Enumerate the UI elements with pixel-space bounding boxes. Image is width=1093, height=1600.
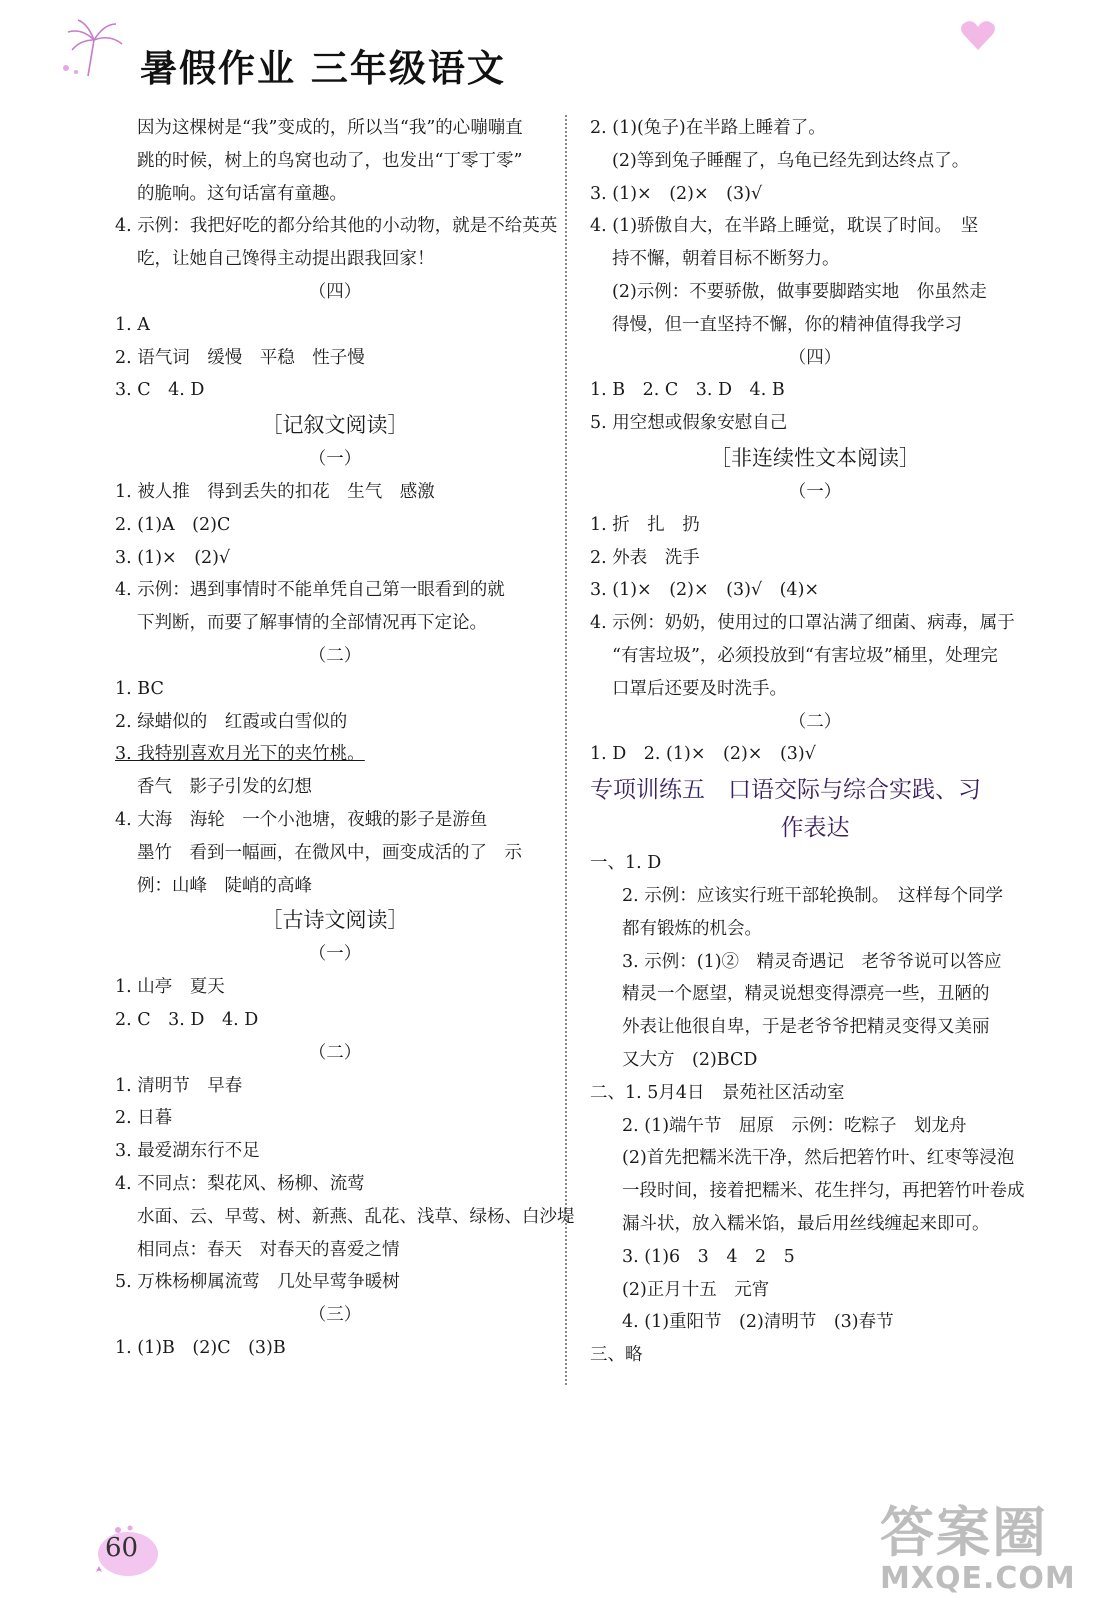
answer-line: 漏斗状，放入糯米馅，最后用丝线缠起来即可。 — [622, 1213, 990, 1234]
answer-line: 2. (1)(兔子)在半路上睡着了。 — [590, 118, 826, 138]
answer-line: (2)等到兔子睡醒了，乌龟已经先到达终点了。 — [612, 150, 970, 171]
answer-line: 4. (1)重阳节 (2)清明节 (3)春节 — [622, 1312, 894, 1333]
watermark-top: 答案圈 — [880, 1501, 1048, 1564]
special-title: 专项训练五 口语交际与综合实践、习 — [590, 777, 981, 804]
answer-line: 2. 外表 洗手 — [590, 547, 700, 568]
answer-line: 吃，让她自己馋得主动提出跟我回家！ — [137, 249, 435, 270]
answer-line: (2)首先把糯米洗干净，然后把箬竹叶、红枣等浸泡 — [622, 1148, 1015, 1169]
answer-line: 又大方 (2)BCD — [622, 1049, 758, 1070]
answer-line: 4. 示例：奶奶，使用过的口罩沾满了细菌、病毒，属于 — [590, 613, 1015, 634]
page-number: 60 — [105, 1533, 139, 1563]
answer-line: 精灵一个愿望，精灵说想变得漂亮一些，丑陋的 — [622, 984, 990, 1005]
answer-line: 1. 被人推 得到丢失的扣花 生气 感激 — [115, 481, 435, 502]
answer-line: 的脆响。这句话富有童趣。 — [137, 183, 347, 204]
answer-line: 3. (1)× (2)× (3)√ — [590, 183, 763, 204]
answer-line: 5. 用空想或假象安慰自己 — [590, 413, 788, 434]
section-heading: ［记叙文阅读］ — [261, 413, 409, 438]
answer-line: 都有锻炼的机会。 — [622, 918, 762, 939]
answer-line: 3. (1)× (2)√ — [115, 547, 231, 568]
sub-heading: （二） — [788, 711, 842, 732]
answer-line: 2. C 3. D 4. D — [115, 1009, 259, 1030]
answer-line: 4. 大海 海轮 一个小池塘，夜蛾的影子是游鱼 — [115, 809, 488, 830]
sub-heading: （一） — [788, 481, 842, 502]
special-title: 作表达 — [780, 815, 850, 842]
answer-line: (2)示例：不要骄傲，做事要脚踏实地 你虽然走 — [612, 281, 987, 302]
answer-line: 4. 示例：遇到事情时不能单凭自己第一眼看到的就 — [115, 580, 505, 601]
answer-line: 4. 示例：我把好吃的都分给其他的小动物，就是不给英英 — [115, 216, 558, 237]
answer-line: 2. 日暮 — [115, 1108, 173, 1129]
page-header — [0, 0, 1093, 100]
answer-line: 持不懈，朝着目标不断努力。 — [612, 249, 840, 270]
answer-line: 三、略 — [590, 1345, 643, 1366]
sub-heading: （四） — [308, 281, 362, 302]
answer-line: 1. A — [115, 314, 150, 335]
answer-line: 相同点：春天 对春天的喜爱之情 — [137, 1239, 400, 1260]
answer-line: 1. BC — [115, 678, 164, 699]
answer-line: 1. D 2. (1)× (2)× (3)√ — [590, 744, 816, 765]
sub-heading: （三） — [308, 1305, 362, 1326]
answer-line: 4. (1)骄傲自大，在半路上睡觉，耽误了时间。 坚 — [590, 216, 979, 237]
answer-line: 1. B 2. C 3. D 4. B — [590, 380, 785, 401]
page-title: 暑假作业 三年级语文 — [140, 47, 506, 90]
sub-heading: （二） — [308, 1042, 362, 1063]
answer-line: 外表让他很自卑，于是老爷爷把精灵变得又美丽 — [622, 1017, 990, 1038]
heart-icon — [958, 18, 998, 53]
answer-line: 5. 万株杨柳属流莺 几处早莺争暖树 — [115, 1272, 400, 1293]
sub-heading: （四） — [788, 347, 842, 368]
sub-heading: （二） — [308, 645, 362, 666]
watermark-bottom: MXQE.COM — [880, 1561, 1076, 1596]
answer-line: 跳的时候，树上的鸟窝也动了，也发出“丁零丁零” — [137, 150, 523, 171]
watermark — [880, 1490, 1076, 1596]
answer-line: 一段时间，接着把糯米、花生拌匀，再把箬竹叶卷成 — [622, 1181, 1025, 1202]
answer-line: 口罩后还要及时洗手。 — [612, 678, 787, 699]
answer-line: 墨竹 看到一幅画，在微风中，画变成活的了 示 — [137, 842, 522, 863]
answer-line: 3. 最爱湖东行不足 — [115, 1141, 260, 1162]
answer-line: 4. 不同点：梨花风、杨柳、流莺 — [115, 1173, 365, 1194]
left-column — [115, 112, 575, 1365]
answer-line: 因为这棵树是“我”变成的，所以当“我”的心嘣嘣直 — [137, 118, 523, 138]
answer-line: 2. 示例：应该实行班干部轮换制。 这样每个同学 — [622, 885, 1004, 906]
right-column — [590, 112, 1040, 1372]
answer-line: 2. (1)A (2)C — [115, 514, 231, 535]
answer-line: 3. (1)6 3 4 2 5 — [622, 1246, 795, 1267]
answer-line: 3. 我特别喜欢月光下的夹竹桃。 — [115, 744, 365, 765]
answer-line: 2. 绿蜡似的 红霞或白雪似的 — [115, 711, 348, 732]
answer-line: 1. 折 扎 扔 — [590, 514, 700, 535]
section-heading: ［非连续性文本阅读］ — [710, 445, 920, 470]
sub-heading: （一） — [308, 944, 362, 965]
answer-line: (2)正月十五 元宵 — [622, 1279, 770, 1300]
answer-line: 2. 语气词 缓慢 平稳 性子慢 — [115, 347, 365, 368]
answer-line: “有害垃圾”，必须投放到“有害垃圾”桶里，处理完 — [612, 645, 998, 666]
column-divider — [565, 115, 567, 1385]
answer-line: 例：山峰 陡峭的高峰 — [137, 875, 312, 896]
answer-line: 1. 清明节 早春 — [115, 1075, 243, 1096]
answer-line: 二、1. 5月4日 景苑社区活动室 — [590, 1082, 845, 1103]
answer-line: 下判断，而要了解事情的全部情况再下定论。 — [137, 613, 487, 634]
sub-heading: （一） — [308, 449, 362, 470]
answer-line: 香气 影子引发的幻想 — [137, 777, 312, 798]
answer-line: 3. 示例：(1)② 精灵奇遇记 老爷爷说可以答应 — [622, 951, 1002, 972]
answer-line: 一、1. D — [590, 853, 662, 874]
palm-tree-icon — [58, 18, 128, 78]
answer-line: 3. C 4. D — [115, 380, 205, 401]
answer-line: 1. (1)B (2)C (3)B — [115, 1337, 286, 1358]
answer-line: 水面、云、早莺、树、新燕、乱花、浅草、绿杨、白沙堤 — [137, 1206, 575, 1227]
section-heading: ［古诗文阅读］ — [261, 908, 409, 933]
answer-line: 1. 山亭 夏天 — [115, 977, 225, 998]
answer-line: 2. (1)端午节 屈原 示例：吃粽子 划龙舟 — [622, 1115, 967, 1136]
answer-line: 得慢，但一直坚持不懈，你的精神值得我学习 — [612, 314, 962, 335]
answer-line: 3. (1)× (2)× (3)√ (4)× — [590, 580, 820, 601]
